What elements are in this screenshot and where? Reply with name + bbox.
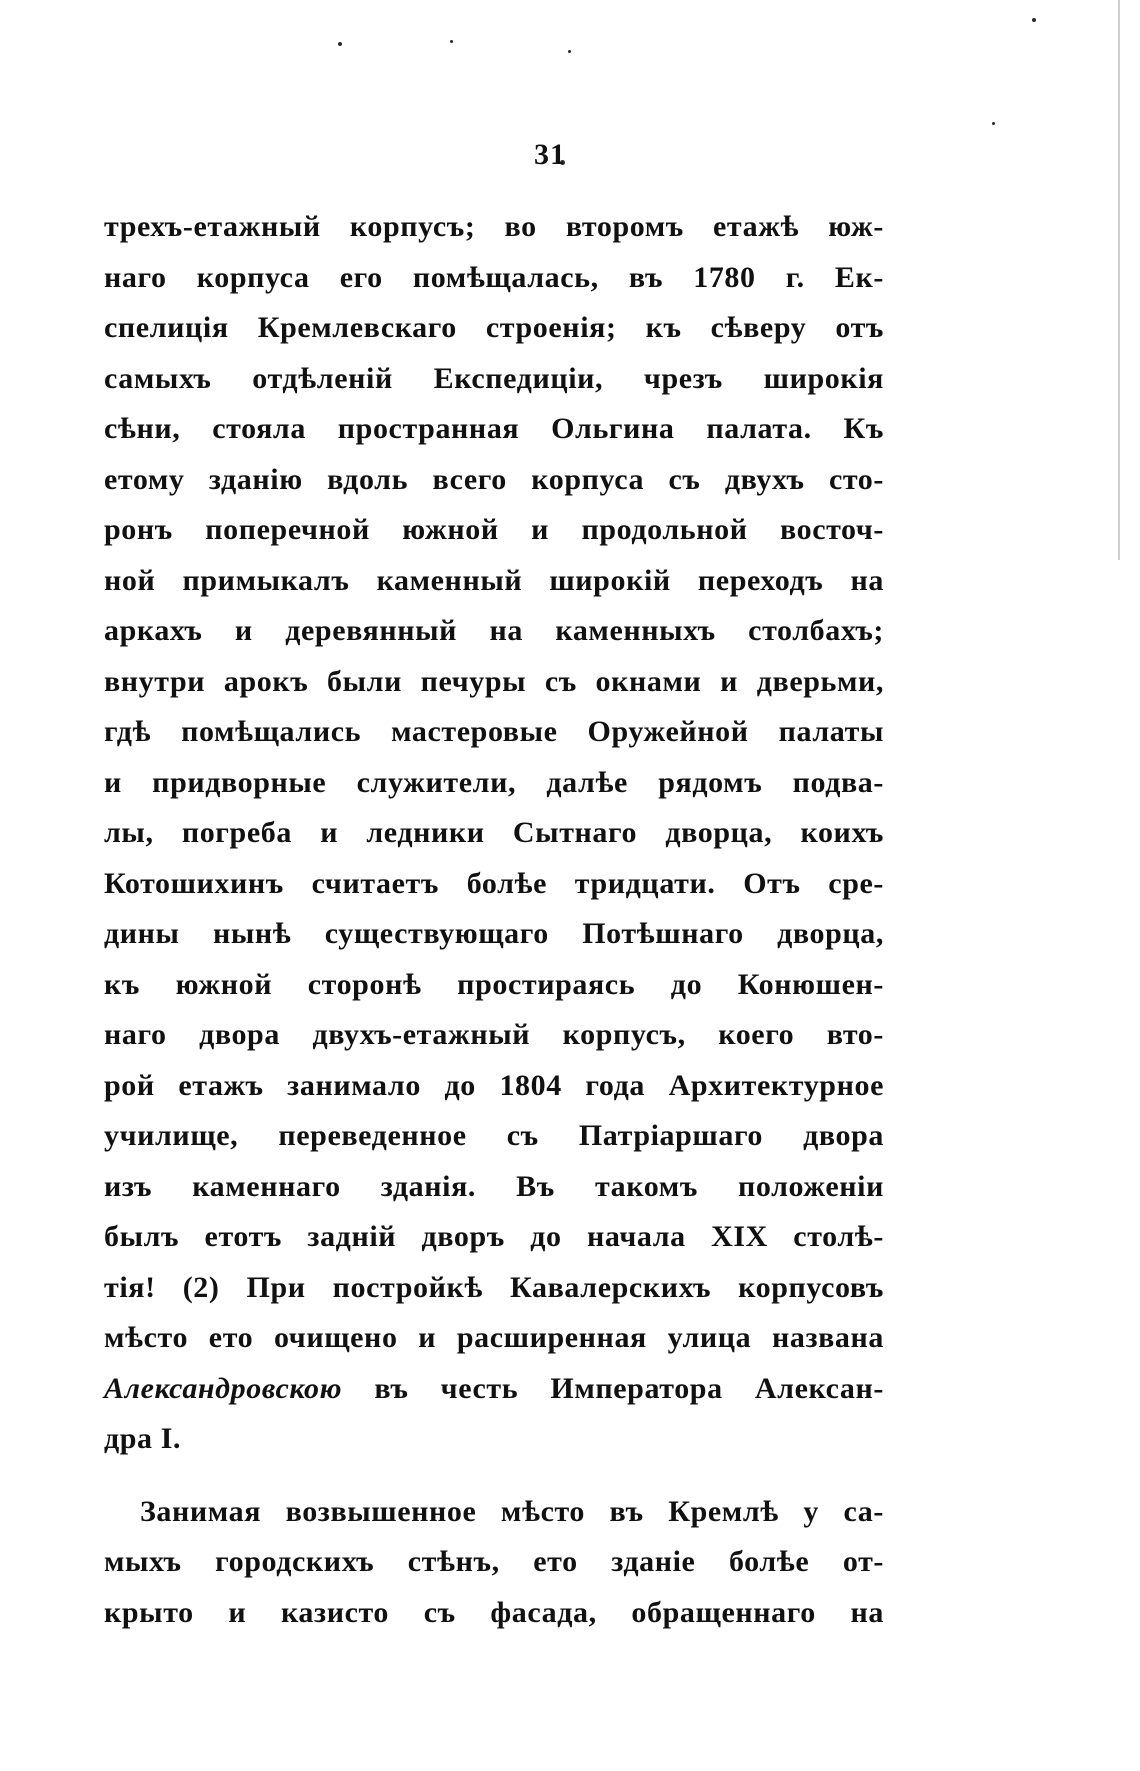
text-line: наго корпуса его помѣщалась, въ 1780 г. Ек- <box>104 260 884 294</box>
page-text <box>104 202 884 1638</box>
text-line: спелиція Кремлевскаго строенія; къ сѣверу отъ <box>104 311 884 344</box>
text-line: крыто и казисто съ фасада, обращеннаго на <box>104 1595 884 1629</box>
text-line: ной примыкалъ каменный широкій переходъ на <box>104 563 884 597</box>
scan-speck <box>1032 18 1036 22</box>
text-line-with-italic <box>104 1364 884 1415</box>
text-line: и придворные служители, далѣе рядомъ подва- <box>104 765 884 799</box>
scan-edge-line <box>1118 0 1120 560</box>
text-line: сѣни, стояла пространная Ольгина палата. Къ <box>104 412 884 445</box>
text-line: мыхъ городскихъ стѣнъ, ето зданіе болѣе от- <box>104 1545 884 1578</box>
paragraph-gap <box>104 1465 884 1487</box>
scan-speck <box>450 40 453 43</box>
text-line: етому зданію вдоль всего корпуса съ двухъ сто- <box>104 462 884 496</box>
text-line: лы, погреба и ледники Сытнаго дворца, коихъ <box>104 816 884 849</box>
text-line: аркахъ и деревянный на каменныхъ столбахъ; <box>104 614 884 647</box>
text-line: самыхъ отдѣленій Експедиціи, чрезъ широкія <box>104 361 884 395</box>
text-line: тія! (2) При постройкѣ Кавалерскихъ корпусовъ <box>104 1270 884 1304</box>
text-line: дра I. <box>104 1422 182 1455</box>
text-span: въ честь Императора Алексан- <box>342 1371 884 1405</box>
text-line: внутри арокъ были печуры съ окнами и дверьми, <box>104 664 884 698</box>
text-line: къ южной сторонѣ простираясь до Конюшен- <box>104 967 884 1001</box>
text-line: гдѣ помѣщались мастеровые Оружейной палаты <box>104 715 884 748</box>
italic-street-name: Александровскою <box>104 1371 343 1405</box>
text-line: ронъ поперечной южной и продольной восточ- <box>104 513 884 546</box>
paragraph-1 <box>104 202 884 1465</box>
text-line: трехъ-етажный корпусъ; во второмъ етажѣ юж- <box>104 210 884 243</box>
text-line: дины нынѣ существующаго Потѣшнаго дворца, <box>104 917 884 950</box>
page-number: 31 <box>534 138 566 171</box>
text-line: былъ етотъ заднiй дворъ до начала XIX столѣ- <box>104 1220 884 1253</box>
text-line: Занимая возвышенное мѣсто въ Кремлѣ у са- <box>140 1494 884 1528</box>
text-line: мѣсто ето очищено и расширенная улица названа <box>104 1321 884 1354</box>
text-line: изъ каменнаго зданія. Въ такомъ положеніи <box>104 1169 884 1203</box>
text-line: Котошихинъ считаетъ болѣе тридцати. Отъ сре- <box>104 866 884 900</box>
text-line: рой етажъ занимало до 1804 года Архитектурное <box>104 1068 884 1102</box>
paragraph-2 <box>104 1487 884 1639</box>
scan-speck <box>992 122 995 125</box>
scan-speck <box>568 50 571 53</box>
text-line: наго двора двухъ-етажный корпусъ, коего вто- <box>104 1018 884 1051</box>
scan-speck <box>338 42 342 46</box>
text-line: училище, переведенное съ Патріаршаго двора <box>104 1119 884 1152</box>
